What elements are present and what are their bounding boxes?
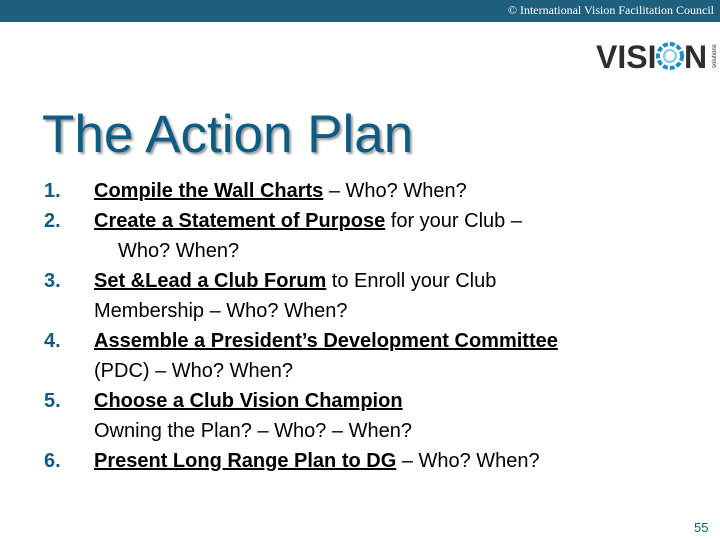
item-bold-text: Set &Lead a Club Forum [94,270,327,292]
item-text [94,266,704,296]
item-bold-text: Present Long Range Plan to DG [94,450,397,472]
page-number: 55 [694,520,709,535]
item-rest-text: for your Club – [385,210,522,232]
list-item [0,266,720,326]
logo-text-prefix: VISI [596,39,657,72]
item-continuation: Owning the Plan? – Who? – When? [94,420,412,442]
list-item [0,176,720,206]
logo-text-suffix: N [684,39,708,72]
item-bold-text: Choose a Club Vision Champion [94,390,403,412]
list-item [0,386,720,446]
item-continuation: Who? When? [118,240,240,262]
item-number: 3. [44,270,61,292]
item-number: 4. [44,330,61,352]
item-text [94,386,704,416]
list-item [0,446,720,476]
item-text [94,176,704,206]
vision-o-ring-icon [658,44,682,68]
item-number: 5. [44,390,61,412]
item-text [94,206,704,236]
logo-side-text: solutions [712,44,718,68]
item-rest-text: to Enroll your Club [326,270,497,292]
item-rest-text: – Who? When? [396,450,540,472]
list-item [0,206,720,266]
action-plan-list [0,176,720,476]
item-bold-text: Compile the Wall Charts [94,180,324,202]
item-number: 1. [44,180,61,202]
item-bold-text: Create a Statement of Purpose [94,210,386,232]
item-text [94,446,704,476]
list-item [0,326,720,386]
copyright-notice: © International Vision Facilitation Council [507,3,714,17]
item-number: 2. [44,210,61,232]
slide-title: The Action Plan [42,105,414,164]
item-continuation: (PDC) – Who? When? [94,360,293,382]
vision-logo [596,38,718,72]
item-continuation: Membership – Who? When? [94,300,348,322]
top-banner [0,0,720,22]
item-text [94,326,704,356]
item-number: 6. [44,450,61,472]
item-rest-text: – Who? When? [323,180,467,202]
item-bold-text: Assemble a President’s Development Committee [94,330,558,352]
